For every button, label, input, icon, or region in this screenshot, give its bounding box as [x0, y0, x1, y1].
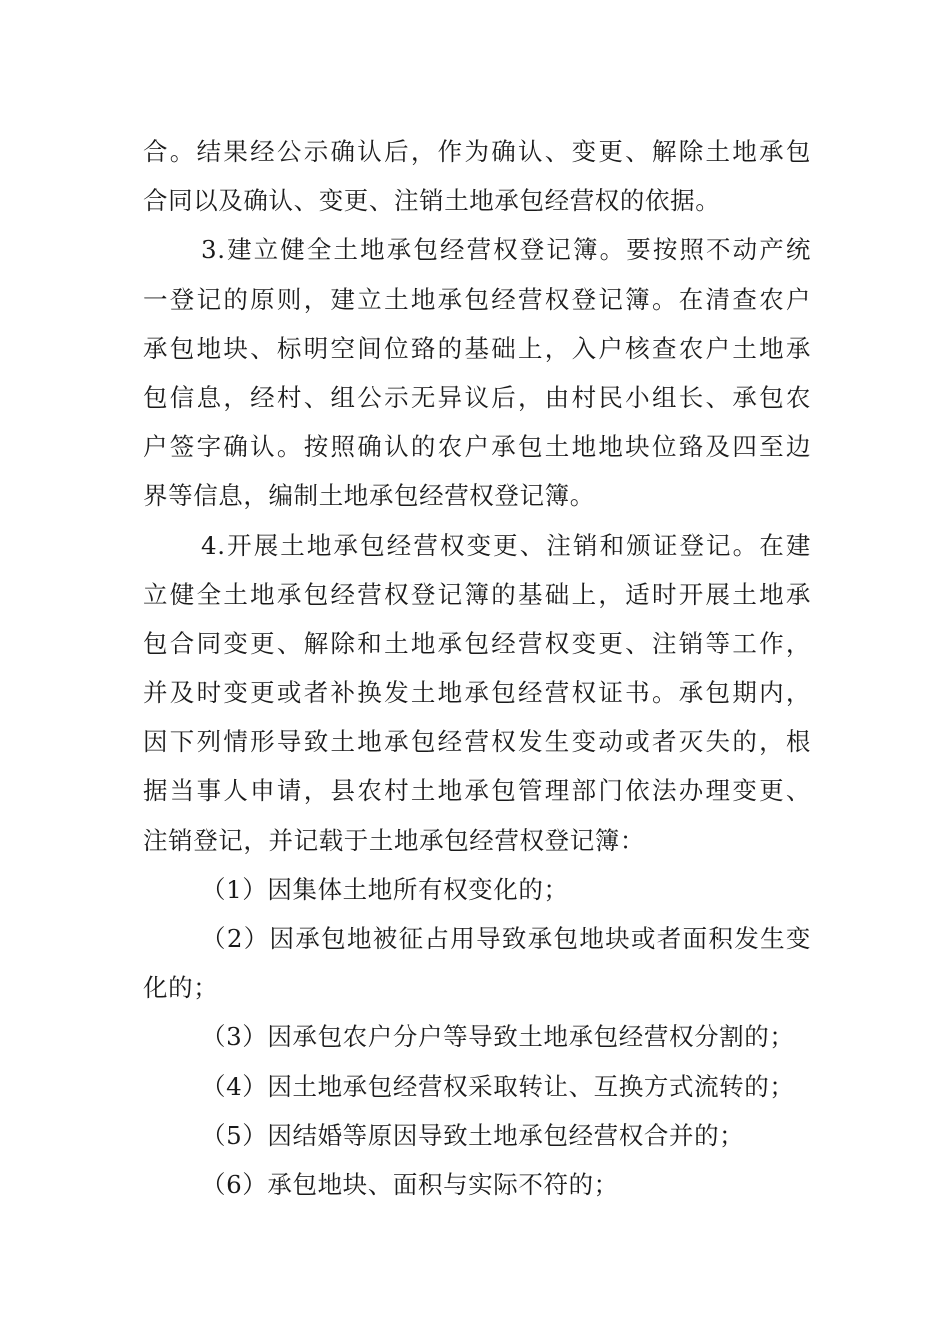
- text-line: 据当事人申请，县农村土地承包管理部门依法办理变更、: [143, 776, 811, 806]
- document-body: [143, 127, 811, 1209]
- list-item: （2）因承包地被征占用导致承包地块或者面积发生变: [201, 924, 811, 953]
- text-line: 包信息，经村、组公示无异议后，由村民小组长、承包农: [143, 382, 811, 412]
- text-line: 立健全土地承包经营权登记簿的基础上，适时开展土地承: [143, 579, 811, 609]
- text-line: 户签字确认。按照确认的农户承包土地地块位臵及四至边: [143, 432, 811, 462]
- list-item-continuation: 化的；: [143, 973, 219, 1003]
- list-item: （4）因土地承包经营权采取转让、互换方式流转的；: [201, 1071, 795, 1101]
- list-item: （1）因集体土地所有权变化的；: [201, 874, 569, 904]
- text-line: 一登记的原则，建立土地承包经营权登记簿。在清查农户: [143, 284, 811, 314]
- text-line: 合。结果经公示确认后，作为确认、变更、解除土地承包: [143, 137, 811, 166]
- text-line: 包合同变更、解除和土地承包经营权变更、注销等工作，: [143, 628, 811, 658]
- text-line: 承包地块、标明空间位臵的基础上，入户核查农户土地承: [143, 333, 811, 363]
- list-item: （6）承包地块、面积与实际不符的；: [201, 1169, 619, 1199]
- section-heading-line: 4.开展土地承包经营权变更、注销和颁证登记。在建: [201, 530, 811, 560]
- list-item: （5）因结婚等原因导致土地承包经营权合并的；: [201, 1120, 745, 1150]
- section-heading-line: 3.建立健全土地承包经营权登记簿。要按照不动产统: [201, 235, 811, 265]
- text-line: 注销登记，并记载于土地承包经营权登记簿：: [143, 825, 645, 855]
- text-line: 合同以及确认、变更、注销土地承包经营权的依据。: [143, 186, 721, 216]
- text-line: 并及时变更或者补换发土地承包经营权证书。承包期内，: [143, 678, 811, 708]
- text-line: 因下列情形导致土地承包经营权发生变动或者灭失的，根: [143, 727, 811, 757]
- text-line: 界等信息，编制土地承包经营权登记簿。: [143, 481, 595, 511]
- list-item: （3）因承包农户分户等导致土地承包经营权分割的；: [201, 1022, 795, 1052]
